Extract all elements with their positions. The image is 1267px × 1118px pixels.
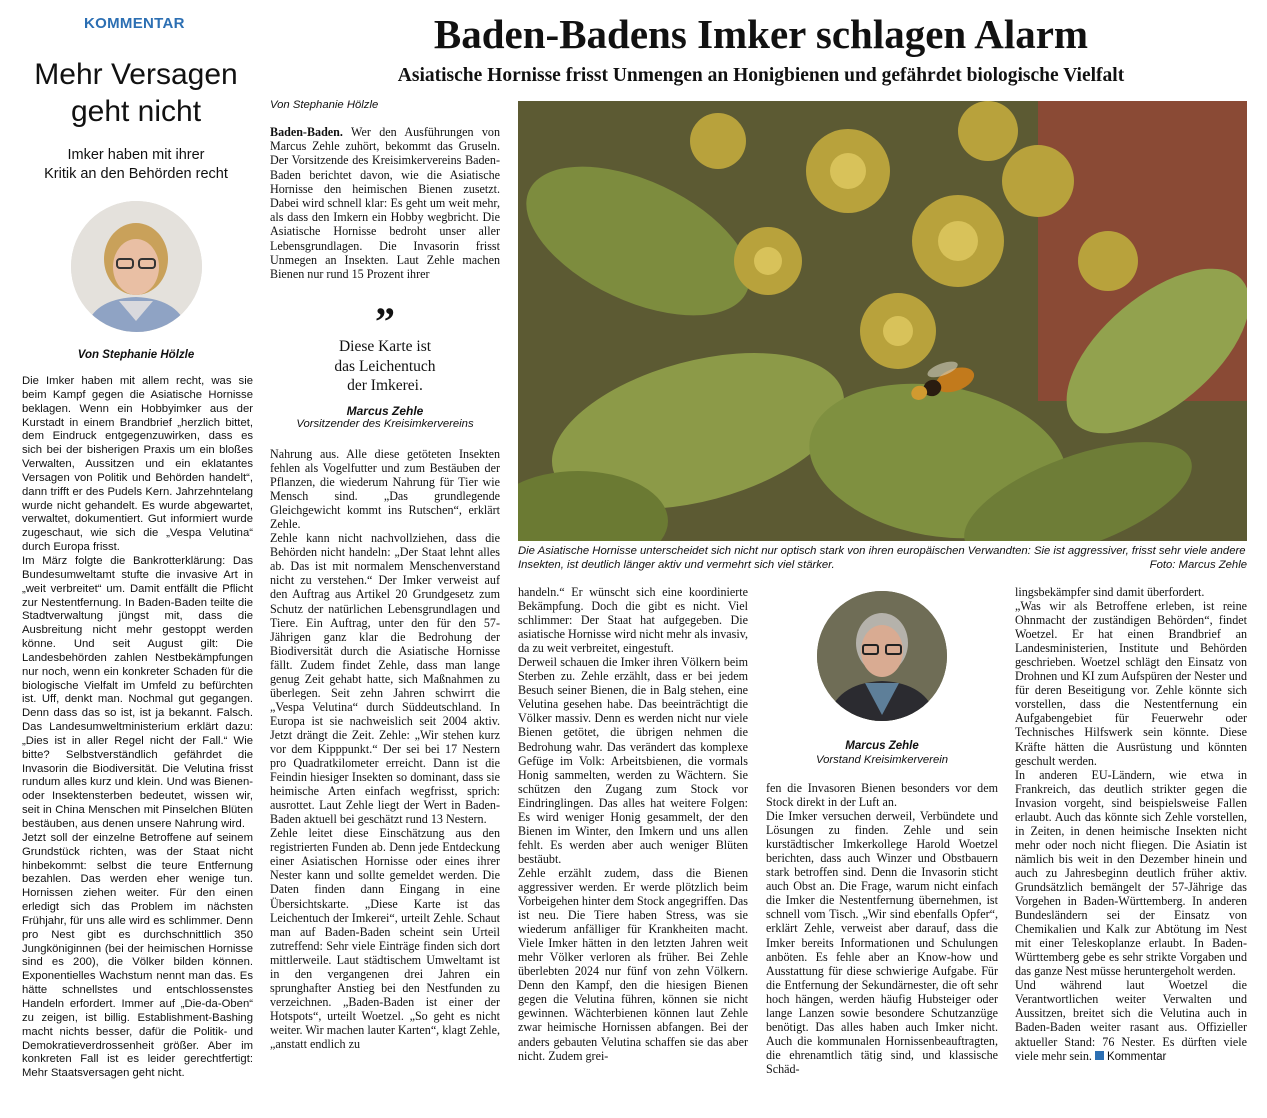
quote-mark-icon: ” (375, 299, 395, 344)
article-column-1: Nahrung aus. Alle diese getöteten Insekten fehlen als Vogelfutter und zum Bestäuben der Pflanzen, die wiederum Nahrung für Tier wie Mensch sind. „Das grundlegende Gleichgewicht kommt ins Rutschen“, erklärt Zehle. Zehle kann nicht nachvollziehen, dass die Behörden nicht handeln: „Der Staat lehnt alles ab. Das ist mit normalem Menschenverstand nicht zu verstehen.“ Der Imker verweist auf den Auftrag aus Artikel 20 Grundgesetz zum Schutz der natürlichen Lebensgrundlagen und Tiere. Ein Auftrag, unter den für den 57-Jährigen ganz klar die Bedrohung der Biodiversität durch die Asiatische Hornisse fällt. Zudem findet Zehle, dass man lange genug Zeit gehabt hatte, sich Maßnahmen zu überlegen. Seit zehn Jahren schwirrt die „Vespa Velutina“ durch Süddeutschland. In Europa ist sie nachweislich seit 2004 aktiv. Jetzt drängt die Zeit. Zehle: „Wir stehen kurz vor dem Kipppunkt.“ Der sei bei 17 Nestern pro Quadratkilometer erreicht. Dann ist die Feindin hiesiger Insekten so dominant, dass sie heimische Arten einfach wegfrisst, sprich: ausrottet. Laut Zehle liegt der Wert in Baden-Baden aktuell bei geschätzt rund 13 Nestern. Zehle leitet diese Einschätzung aus den registrierten Funden ab. Denn jede Entdeckung einer Asiatischen Hornisse oder eines ihrer Nester kann und sollte gemeldet werden. Die Daten finden dann Eingang in eine Übersichtskarte. „Diese Karte ist das Leichentuch der Imkerei“, urteilt Zehle. Schaut man auf Baden-Baden scheint sein Urteil zutreffend: Sehr viele Einträge finden sich dort mittlerweile. Laut städtischem Umweltamt ist in den vergangenen drei Jahren ein sprunghafter Anstieg bei den Nestfunden zu verzeichnen. „Baden-Baden ist einer der Hotspots“, urteilt Woetzel. „So geht es nicht weiter. Wir machen lauter Karten“, klagt Zehle, „anstatt endlich zu (270, 447, 500, 1051)
article-column-4: lingsbekämpfer sind damit überfordert. „Was wir als Betroffene erleben, ist reine Ohnmacht der zuständigen Behörden“, findet Woetzel. Er hat einen Brandbrief an Landesministerien, Institute und Behörden geschrieben. Woetzel schlägt den Einsatz von Drohnen und KI zum Aufspüren der Nester und für deren Beseitigung vor. Zehle könnte sich vorstellen, dass die Nestentfernung ein Aufgabengebiet für Feuerwehr oder Technisches Hilfswerk sein könnte. Diese Kräfte hätten die Ausrüstung und könnten geschult werden. In anderen EU-Ländern, wie etwa in Frankreich, das deutlich strikter gegen die Invasion vorgeht, sind beispielsweise Fallen erlaubt. Auch das könnte sich Zehle vorstellen, in Zeiten, in denen heimische Insekten nicht mehr oder noch nicht fliegen. Die Asiatin ist nämlich bis weit in den Dezember hinein und auch zu Jahresbeginn deutlich früher aktiv. Grundsätzlich bemängelt der 57-Jährige das Vorgehen in Baden-Württemberg. In anderen Bundesländern sei der Einsatz von Chemikalien und Kalk zur Abtötung im Nest mit einer Teleskoplanze erlaubt. In Baden-Württemberg gebe es sehr strikte Vorgaben und das ganze Nest müsse heruntergeholt werden. Und während laut Woetzel die Verantwortlichen weiter Verwalten und Aussitzen, breitet sich die Velutina auch in Baden-Baden weiter rasant aus. Offizieller aktueller Stand: 76 Nester. Es dürften viele viele mehr sein. (1015, 585, 1247, 1063)
comment-title: Mehr Versagen geht nicht (34, 58, 238, 128)
portrait-role: Vorstand Kreisimkerverein (815, 754, 949, 766)
subheadline: Asiatische Hornisse frisst Unmengen an Honigbienen und gefährdet biologische Vielfalt (397, 65, 1125, 86)
portrait-name: Marcus Zehle (845, 740, 919, 752)
article-byline: Von Stephanie Hölzle (270, 99, 379, 111)
headline: Baden-Badens Imker schlagen Alarm (433, 11, 1089, 57)
pull-quote: Diese Karte ist das Leichentuch der Imkerei. (334, 338, 436, 394)
hornet-photo (518, 101, 1247, 541)
pull-quote-role: Vorsitzender des Kreisimkervereins (296, 418, 474, 430)
article-column-3: fen die Invasoren Bienen besonders vor dem Stock direkt in der Luft an. Die Imker versuchen derweil, Verbündete und Lösungen zu finden. Zehle und sein kurstädtischer Imkerkollege Harold Woetzel berichten, dass auch Winzer und Obstbauern stark betroffen sind. Denn die Invasorin sticht auch Obst an. Die Frage, warum nicht einfach die Imker die Nestentfernung übernehmen, ist schnell vom Tisch. „Wir sind ebenfalls Opfer“, erklärt Zehle, verweist aber darauf, dass die Imker bereits Informationen und Schulungen anböten. Es fehle aber an Know-how und Ausstattung für diese schwierige Aufgabe. Für die Entfernung der Sekundärnester, die oft sehr hoch hängen, werden häufig Hubsteiger oder lange Lanzen sowie besondere Schutzanzüge benötigt. Das alles haben auch Imker nicht. Auch die kommunalen Hornissenbeauftragten, die ehrenamtlich tätig sind, und klassische Schäd- (766, 781, 998, 1076)
article-column-2: handeln.“ Er wünscht sich eine koordinierte Bekämpfung. Doch die gibt es nicht. Viel schlimmer: Der Staat hat aufgegeben. Die asiatische Hornisse wird nicht mehr als invasiv, da zu weit verbreitet, eingestuft. Derweil schauen die Imker ihren Völkern beim Sterben zu. Zehle erzählt, dass er bei jedem Besuch seiner Bienen, die in Balg stehen, eine Velutina gesehen habe. Das beeinträchtigt die Völker massiv. Denn es werden nicht nur viele Bienen getötet, die übrigen nehmen die Bedrohung wahr. Das verändert das komplexe Gefüge im Volk: Arbeitsbienen, die vormals Honig sammelten, werden zu Wächtern. Sie schützen den Zugang zum Stock vor Eindringlingen. Das alles hat weitere Folgen: Es wird weniger Honig gesammelt, der den Bienen im Winter, den Imkern und uns allen fehlt. Es werden aber auch weniger Blüten bestäubt. Zehle erzählt zudem, dass die Bienen aggressiver werden. Er werde plötzlich beim Vorbeigehen hinter dem Stock angegriffen. Das ist neu. Die Tiere haben Stress, was sie wiederum anfälliger für Krankheiten macht. Viele Imker hätten in den letzten Jahren weit mehr Völker verloren als früher. Bei Zehle überlebten 2024 nur fünf von zehn Völkern. Denn den Kampf, den die hiesigen Bienen gegen die Velutina führen, können sie nicht gewinnen. Wächterbienen können laut Zehle zwar heimische Hornissen abfangen. Bei der anders gebauten Velutina schaffen sie das aber nicht. Zudem grei- (518, 585, 748, 1063)
dateline: Baden-Baden. (270, 125, 343, 139)
article-column-4-wrap (1015, 585, 1247, 1110)
comment-body: Die Imker haben mit allem recht, was sie beim Kampf gegen die Asiatische Hornisse beklagen. Wenn ein Hobbyimker aus der Kurstadt in einem Brandbrief „herzlich bittet, dem Eindruck entgegenzuwirken, dass es sich bei der bisherigen Praxis um ein bloßes Verwalten, Aussitzen und ein eklatantes Versagen von Politik und Behörden handelt“, dann trifft er des Pudels Kern. Jahrzehntelang wurde nicht gehandelt. Es wurde abgewartet, verwaltet, dokumentiert. Gut informiert wurde zugeschaut, wie sich die „Vespa Velutina“ durch Europa frisst. Im März folgte die Bankrotterklärung: Das Bundesumweltamt stufte die invasive Art in „weit verbreitet“ um. Damit entfällt die Pflicht zur Nestentfernung. In Baden-Baden teilte die Stadtverwaltung jüngst mit, dass die Ausbreitung nicht mehr gestoppt werden könne. Und seit August gilt: Die Landesbehörden zahlen Nestbekämpfungen nur noch, wenn ein konkreter Schaden für die biologische Vielfalt im Umfeld zu befürchten ist. Uff, denkt man. Nochmal gut gegangen. Denn dass das so ist, ist ja bekannt. Falsch. Das Landesumweltministerium erklärt dazu: „Dies ist in aller Regel nicht der Fall.“ Wie bitte? Selbstverständlich gefährdet die Invasorin die Biodiversität. Die Velutina frisst rundum alles kurz und klein. Und was Bienen- oder Insektensterben bedeutet, wissen wir, seit in China Menschen mit Pinselchen Blüten bestäuben, aus denen unsere Nahrung wird. Jetzt soll der einzelne Betroffene auf seinem Grundstück richten, was der Staat nicht hinbekommt: selbst die teure Entfernung bezahlen. Das werden eher wenige tun. Hornissen ziehen weiter. Für den einen erledigt sich das Problem im nächsten Frühjahr, für uns alle wird es schlimmer. Denn pro Nest gibt es durchschnittlich 350 Jungköniginnen (bei der heimischen Hornisse sind es 200), die Völker bilden können. Exponentielles Wachstum nennt man das. Es hätte schnellstes und entschlossenstes Handeln erfordert. Immer auf „Die-da-Oben“ zu zeigen, ist billig. Establishment-Bashing macht nichts besser, dafür die Politik- und Demokratieverdrossenheit größer. Aber im konkreten Fall ist es leider gerechtfertigt: Mehr Staatsversagen geht nicht. (22, 375, 253, 1080)
intro-text: Wer den Ausführungen von Marcus Zehle zuhört, bekommt das Gruseln. Der Vorsitzende des Kreisimkervereins Baden-Baden berichtet davon, wie die Asiatische Hornisse den heimischen Bienen zusetzt. Dabei wird schnell klar: Es geht um weit mehr, als dass den Imkern ein Hobby wegbricht. Die Asiatische Hornisse bedroht unser aller Lebensgrundlagen. Die Invasorin frisst Unmegen an Insekten. Laut Zehle machen Bienen nur rund 15 Prozent ihrer (270, 125, 500, 282)
square-bullet-icon (1095, 1051, 1104, 1060)
end-tag-label: Kommentar (1106, 1050, 1167, 1063)
pull-quote-name: Marcus Zehle (346, 404, 424, 418)
comment-subtitle: Imker haben mit ihrer Kritik an den Behörden recht (44, 147, 228, 182)
comment-byline: Von Stephanie Hölzle (77, 349, 195, 361)
interviewee-portrait (817, 591, 947, 721)
photo-caption: Die Asiatische Hornisse unterscheidet sich nicht nur optisch stark von ihren europäischen Verwandten: Sie ist aggressiver, frisst sehr viele andere Insekten, ist deutlich länger aktiv und vermehrt sich viel stärker. (518, 545, 1246, 571)
author-portrait (71, 201, 202, 332)
photo-credit: Foto: Marcus Zehle (1149, 559, 1247, 571)
end-tag (1095, 1051, 1166, 1063)
article-intro (270, 125, 500, 297)
comment-kicker: KOMMENTAR (84, 15, 185, 32)
